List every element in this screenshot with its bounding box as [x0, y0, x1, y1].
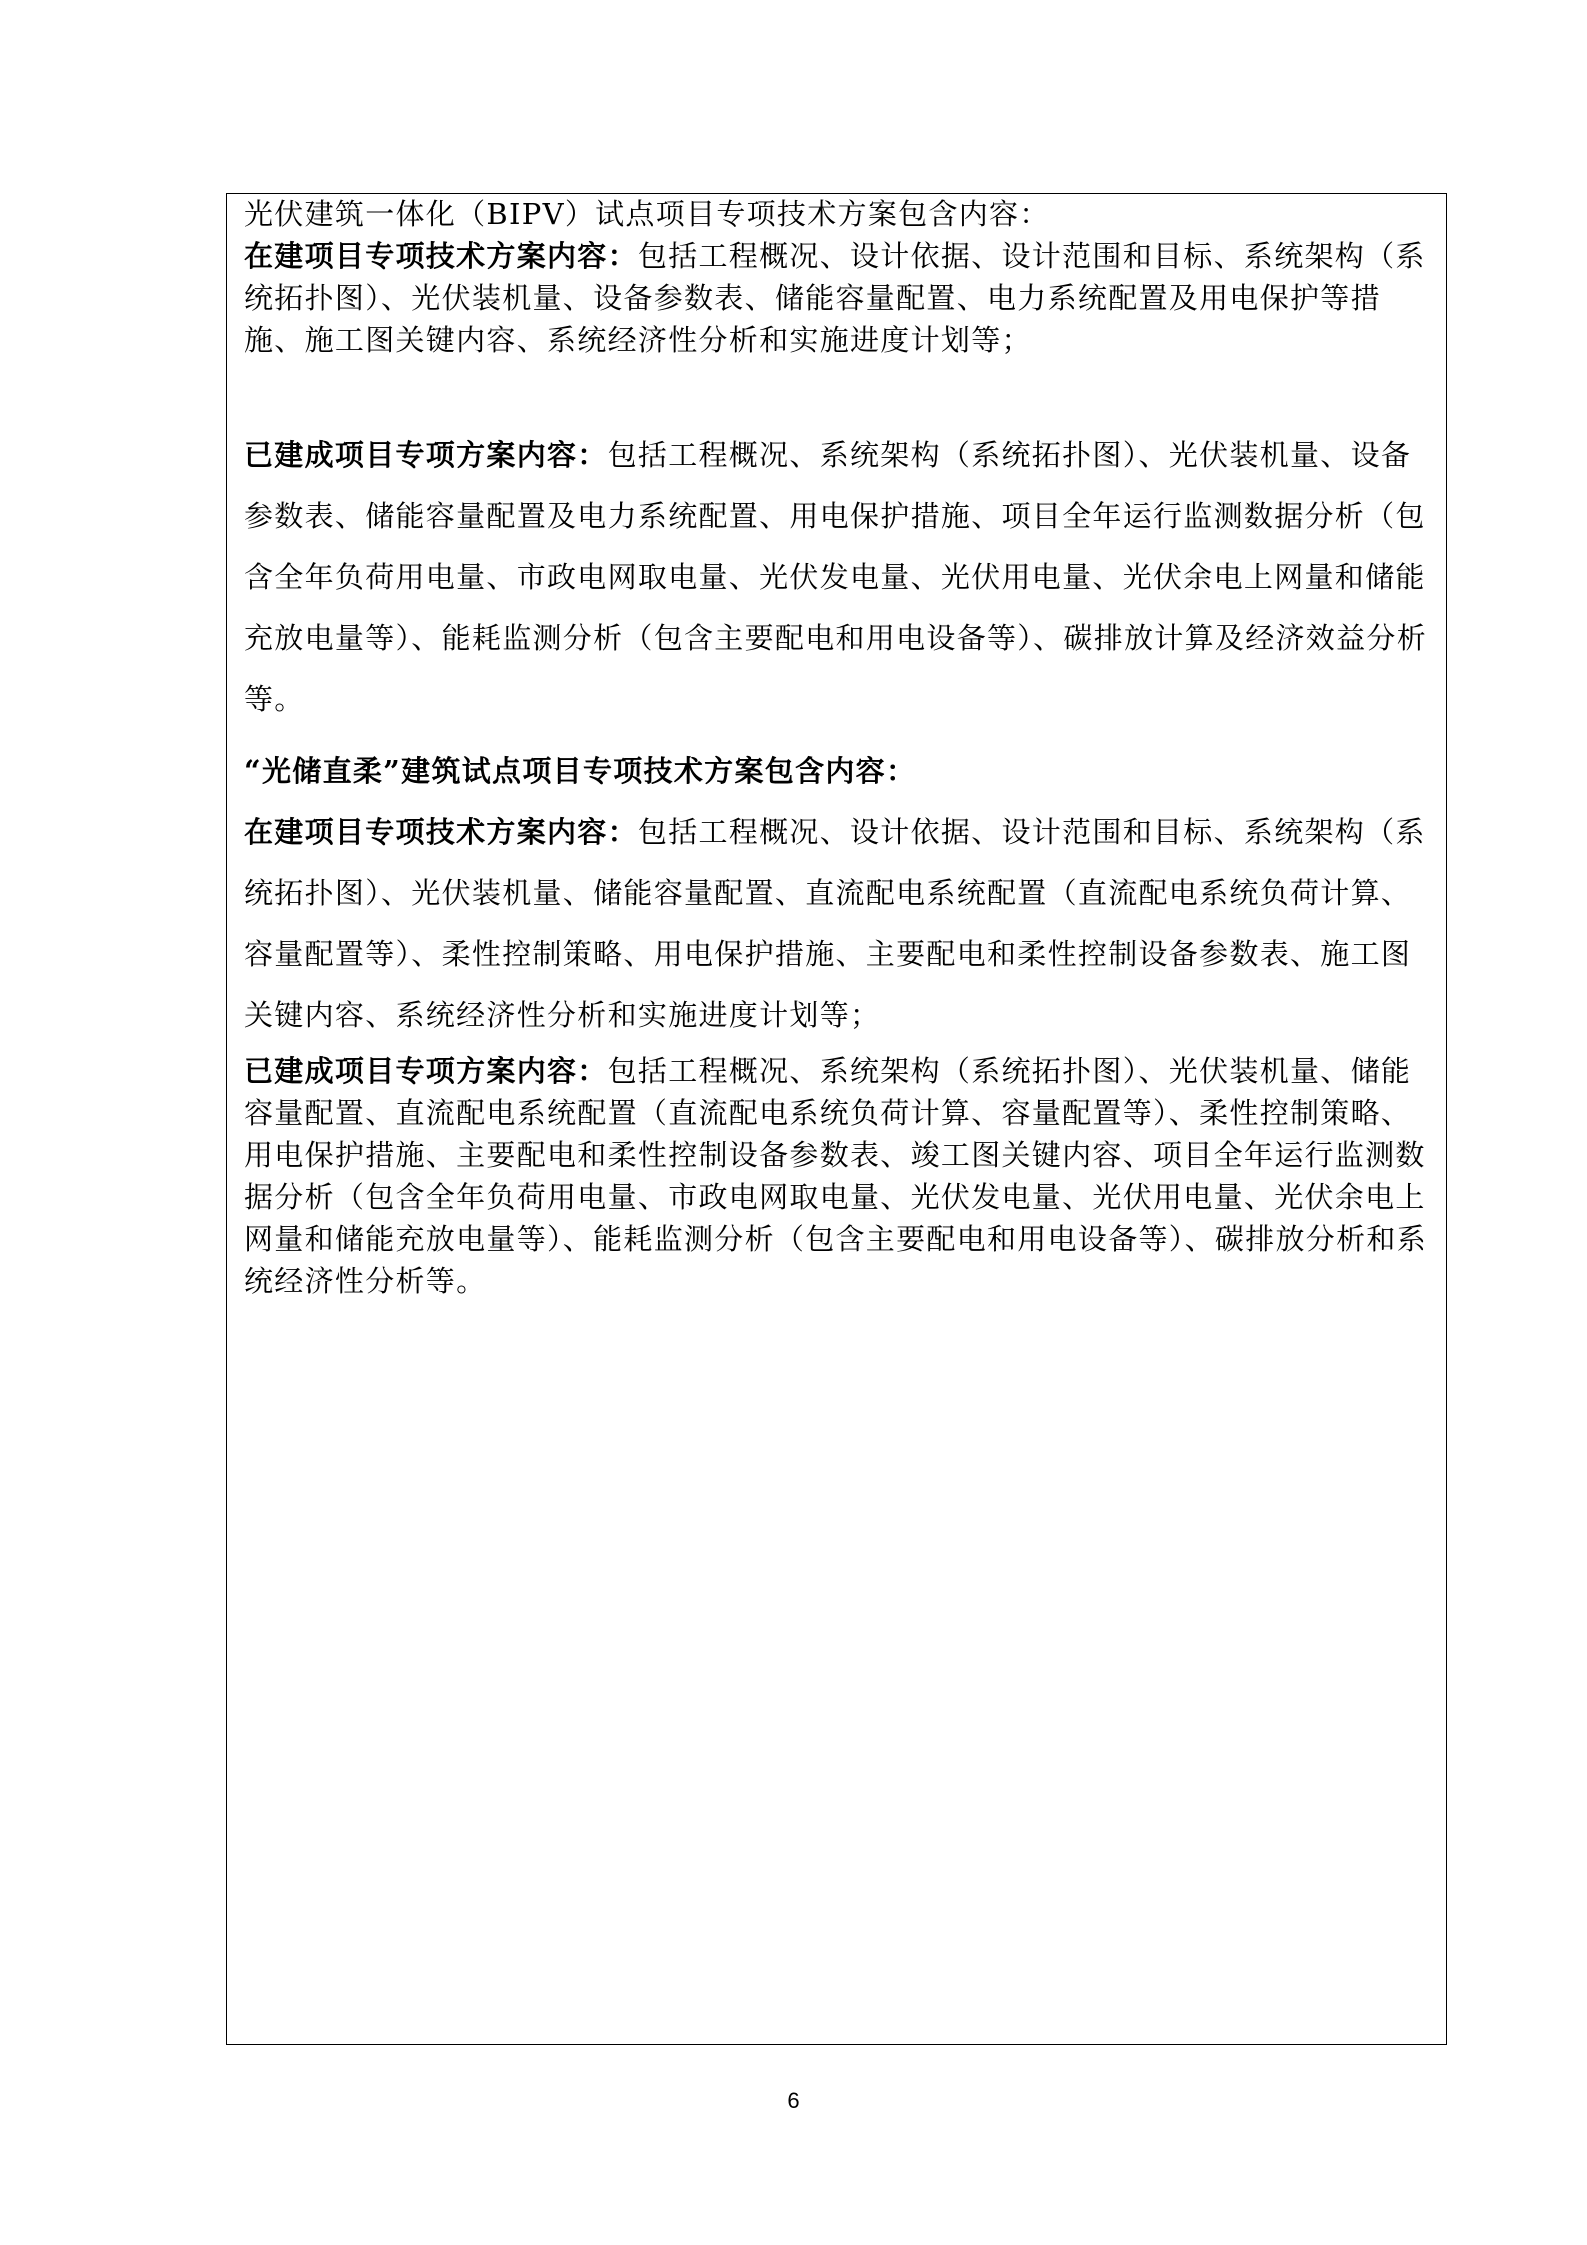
pedf-completed-text: 包括工程概况、系统架构（系统拓扑图）、光伏装机量、储能容量配置、直流配电系统配置（直流配电系统负荷计算、容量配置等）、柔性控制策略、用电保护措施、主要配电和柔性控制设备参数表、竣工图关键内容、项目全年运行监测数据分析（包含全年负荷用电量、市政电网取电量、光伏发电量、光伏用电量、光伏余电上网量和储能充放电量等）、能耗监测分析（包含主要配电和用电设备等）、碳排放分析和系统经济性分析等。: [244, 1054, 1428, 1298]
pedf-in-progress-label: 在建项目专项技术方案内容：: [244, 815, 638, 849]
bipv-heading: [244, 193, 1434, 235]
bipv-completed-text: 包括工程概况、系统架构（系统拓扑图）、光伏装机量、设备参数表、储能容量配置及电力系统配置、用电保护措施、项目全年运行监测数据分析（包含全年负荷用电量、市政电网取电量、光伏发电量、光伏用电量、光伏余电上网量和储能充放电量等）、能耗监测分析（包含主要配电和用电设备等）、碳排放计算及经济效益分析等。: [244, 438, 1428, 716]
pedf-completed-paragraph: [244, 1050, 1434, 1302]
pedf-completed-label: 已建成项目专项方案内容：: [244, 1054, 608, 1088]
bipv-completed-paragraph: [244, 425, 1434, 730]
pedf-heading-text: “光储直柔”建筑试点项目专项技术方案包含内容：: [244, 754, 917, 788]
pedf-in-progress-paragraph: [244, 802, 1434, 1046]
bipv-completed-label: 已建成项目专项方案内容：: [244, 438, 608, 472]
bipv-in-progress-text: 包括工程概况、设计依据、设计范围和目标、系统架构（系统拓扑图）、光伏装机量、设备参数表、储能容量配置、电力系统配置及用电保护等措施、施工图关键内容、系统经济性分析和实施进度计划等；: [244, 239, 1426, 357]
pedf-heading: [244, 741, 1434, 802]
bipv-heading-text: 光伏建筑一体化（BIPV）试点项目专项技术方案包含内容：: [244, 197, 1050, 231]
bipv-in-progress-paragraph: [244, 235, 1434, 361]
bipv-in-progress-label: 在建项目专项技术方案内容：: [244, 239, 638, 273]
pedf-in-progress-text: 包括工程概况、设计依据、设计范围和目标、系统架构（系统拓扑图）、光伏装机量、储能容量配置、直流配电系统配置（直流配电系统负荷计算、容量配置等）、柔性控制策略、用电保护措施、主要配电和柔性控制设备参数表、施工图关键内容、系统经济性分析和实施进度计划等；: [244, 815, 1426, 1032]
page-number: 6: [787, 2088, 800, 2113]
